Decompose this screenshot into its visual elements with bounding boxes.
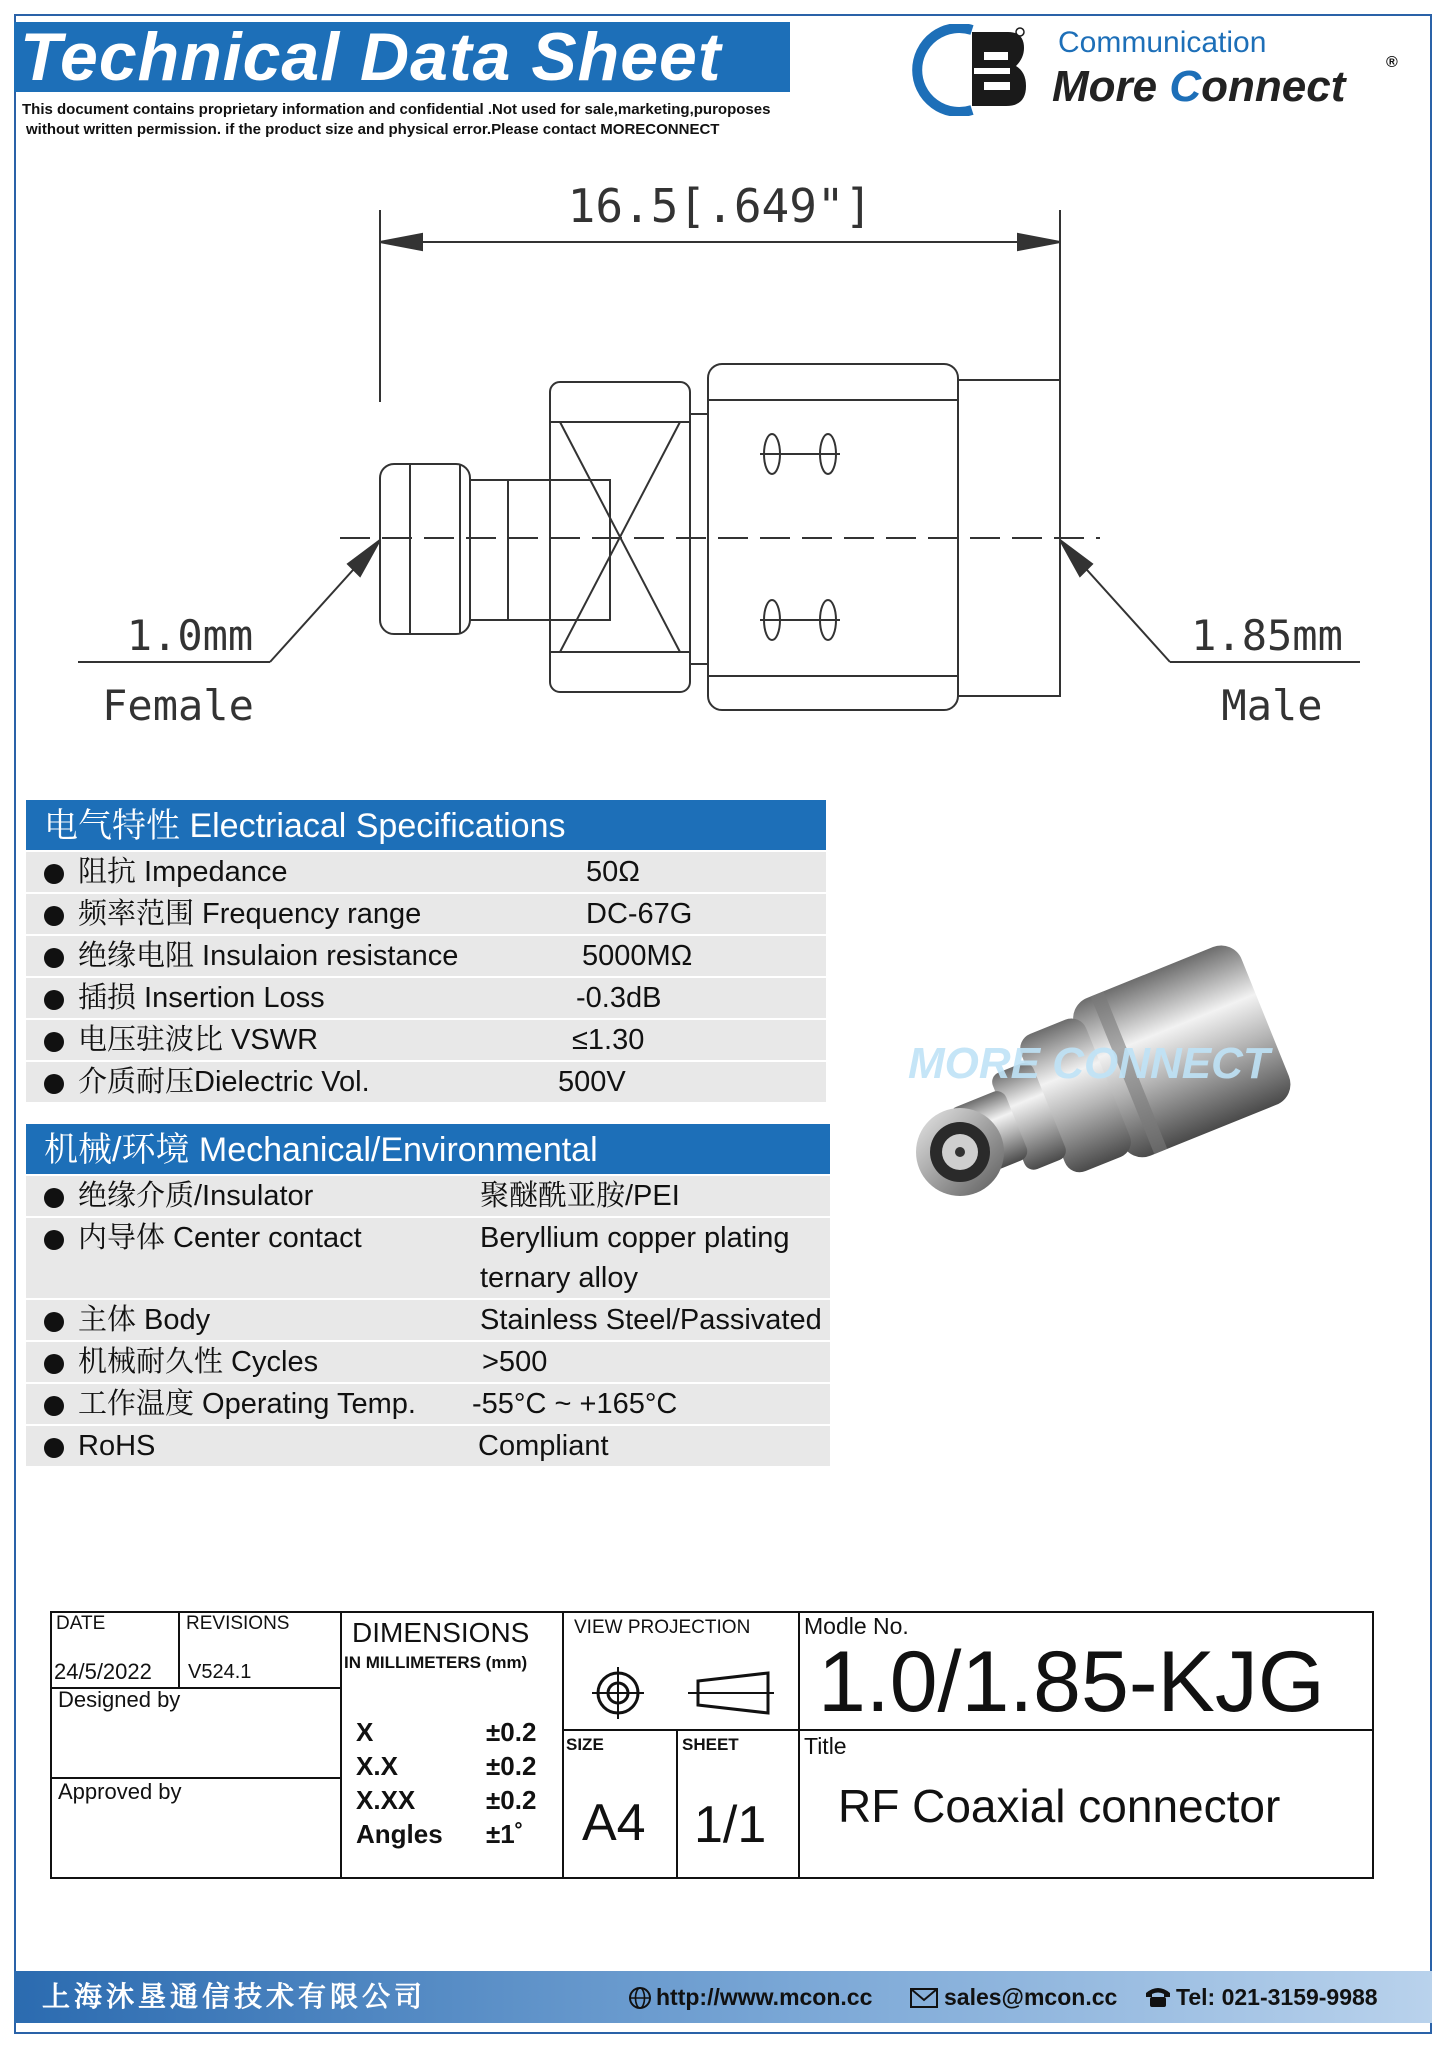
spec-value: Beryllium copper plating: [480, 1222, 790, 1254]
tolerance-key: X.X: [356, 1751, 398, 1781]
spec-row: [26, 976, 826, 1018]
spec-value: 500V: [558, 1066, 626, 1098]
revisions-label: REVISIONS: [186, 1613, 290, 1634]
view-projection-label: VIEW PROJECTION: [574, 1617, 751, 1638]
spec-value: -55°C ~ +165°C: [472, 1388, 678, 1420]
bullet-icon: [44, 1230, 64, 1250]
spec-row: [26, 1298, 830, 1340]
spec-label: 介质耐压Dielectric Vol.: [78, 1066, 370, 1098]
bullet-icon: [44, 990, 64, 1010]
disclaimer-line-1: This document contains proprietary information and confidential .Not used for sale,marketing,puroposes: [22, 101, 771, 118]
disclaimer: [22, 100, 770, 140]
spec-row: [26, 1424, 830, 1466]
spec-label: 电压驻波比 VSWR: [78, 1024, 319, 1056]
model-number: 1.0/1.85-KJG: [818, 1634, 1325, 1730]
product-title: RF Coaxial connector: [838, 1780, 1281, 1832]
date-value: 24/5/2022: [54, 1659, 152, 1684]
company-logo-icon: [912, 24, 1032, 116]
brand-more: More: [1052, 62, 1158, 111]
dimensions-label: DIMENSIONS: [352, 1617, 530, 1648]
bullet-icon: [44, 948, 64, 968]
spec-label: 机械耐久性 Cycles: [78, 1346, 319, 1378]
electrical-specs: [26, 800, 826, 1102]
bullet-icon: [44, 906, 64, 926]
spec-value: Stainless Steel/Passivated: [480, 1304, 822, 1336]
spec-label: 插损 Insertion Loss: [78, 982, 325, 1014]
divider: [562, 1613, 564, 1877]
email-link[interactable]: sales@mcon.cc: [944, 1984, 1118, 2010]
spec-value: DC-67G: [586, 898, 693, 930]
right-size-label: 1.85mm: [1191, 611, 1343, 660]
size-value: A4: [582, 1794, 646, 1852]
size-label: SIZE: [566, 1735, 604, 1754]
spec-row: [26, 850, 826, 892]
spec-value: Compliant: [478, 1430, 609, 1462]
sheet-value: 1/1: [694, 1796, 767, 1854]
title-banner: [14, 19, 790, 95]
watermark: MORE CONNECT: [908, 1039, 1270, 1088]
designed-by-label: Designed by: [58, 1687, 181, 1712]
spec-value: 50Ω: [586, 856, 640, 888]
spec-value: -0.3dB: [576, 982, 662, 1014]
electrical-header: 电气特性 Electriacal Specifications: [26, 800, 826, 850]
left-size-label: 1.0mm: [126, 611, 254, 660]
brand-name: [1052, 62, 1345, 112]
bullet-icon: [44, 1188, 64, 1208]
bullet-icon: [44, 1312, 64, 1332]
spec-label: 工作温度 Operating Temp.: [78, 1388, 416, 1420]
spec-row: [26, 1340, 830, 1382]
phone-icon: [1144, 1985, 1172, 2009]
spec-row: [26, 892, 826, 934]
spec-label: 主体 Body: [78, 1304, 211, 1336]
revision-value: V524.1: [188, 1661, 252, 1683]
divider: [178, 1613, 180, 1687]
right-gender-label: Male: [1221, 681, 1323, 730]
phone-number: Tel: 021-3159-9988: [1176, 1984, 1378, 2010]
divider: [340, 1613, 342, 1877]
tolerance-values: [486, 1715, 536, 1851]
product-photo: [900, 930, 1360, 1290]
company-name: 上海沐垦通信技术有限公司: [42, 1980, 427, 2013]
tolerance-value: ±0.2: [486, 1785, 537, 1815]
spec-label: 阻抗 Impedance: [78, 856, 288, 888]
spec-row: [26, 1216, 830, 1298]
spec-label: 绝缘电阻 Insulaion resistance: [78, 940, 459, 972]
tolerance-value: ±1˚: [486, 1819, 524, 1849]
technical-drawing: [60, 150, 1400, 750]
mechanical-specs: [26, 1124, 830, 1466]
spec-value: ≤1.30: [572, 1024, 645, 1056]
page-title: Technical Data Sheet: [20, 19, 722, 95]
spec-label: 内导体 Center contact: [78, 1222, 362, 1254]
spec-value: 聚醚酰亚胺/PEI: [480, 1180, 680, 1212]
spec-row: [26, 1174, 830, 1216]
left-gender-label: Female: [102, 681, 254, 730]
spec-value-continued: ternary alloy: [480, 1262, 638, 1294]
spec-label: 频率范围 Frequency range: [78, 898, 422, 930]
spec-label: RoHS: [78, 1430, 156, 1462]
globe-icon: [628, 1986, 652, 2010]
bullet-icon: [44, 1438, 64, 1458]
tolerance-value: ±0.2: [486, 1751, 537, 1781]
bullet-icon: [44, 1354, 64, 1374]
tolerance-key: X.XX: [356, 1785, 416, 1815]
registered-mark: ®: [1386, 54, 1398, 71]
mechanical-header: 机械/环境 Mechanical/Environmental: [26, 1124, 830, 1174]
spec-row: [26, 1018, 826, 1060]
sheet-label: SHEET: [682, 1735, 739, 1754]
brand-connect-rest: onnect: [1201, 62, 1346, 111]
spec-value: 5000MΩ: [582, 940, 693, 972]
tolerance-key: Angles: [356, 1819, 443, 1849]
divider: [562, 1729, 798, 1731]
bullet-icon: [44, 1396, 64, 1416]
spec-row: [26, 1060, 826, 1102]
divider: [798, 1613, 800, 1877]
projection-symbol-icon: [588, 1663, 778, 1723]
tolerance-value: ±0.2: [486, 1717, 537, 1747]
approved-by-label: Approved by: [58, 1779, 182, 1804]
overall-length-label: 16.5[.649"]: [567, 179, 873, 233]
tolerance-keys: [356, 1715, 443, 1851]
disclaimer-line-2: without written permission. if the product size and physical error.Please contact MORECONNECT: [26, 121, 720, 138]
divider: [676, 1729, 678, 1877]
title-block: [50, 1611, 1374, 1879]
brand-tagline: Communication: [1058, 26, 1267, 59]
bullet-icon: [44, 1032, 64, 1052]
model-label: Modle No.: [804, 1613, 909, 1639]
spec-value: >500: [482, 1346, 548, 1378]
title-label: Title: [804, 1733, 847, 1759]
spec-label: 绝缘介质/Insulator: [78, 1180, 314, 1212]
spec-row: [26, 1382, 830, 1424]
date-label: DATE: [56, 1613, 106, 1634]
bullet-icon: [44, 864, 64, 884]
spec-row: [26, 934, 826, 976]
mail-icon: [910, 1988, 938, 2008]
website-link[interactable]: http://www.mcon.cc: [656, 1984, 873, 2010]
tolerance-key: X: [356, 1717, 374, 1747]
dimensions-unit: IN MILLIMETERS (mm): [344, 1653, 528, 1672]
footer-bar: [14, 1971, 1432, 2023]
brand-connect-initial: C: [1169, 62, 1202, 111]
bullet-icon: [44, 1074, 64, 1094]
